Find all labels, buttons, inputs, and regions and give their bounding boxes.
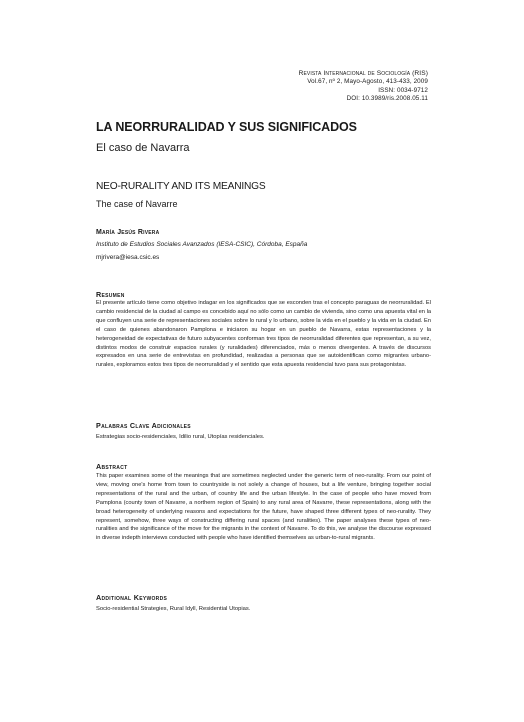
palabras-clave-text: Estrategias socio-residenciales, Idilio rural, Utopías residenciales. [96,434,265,440]
journal-volume: Vol.67, nº 2, Mayo-Agosto, 413-433, 2009 [307,78,428,86]
resumen-heading: Resumen [96,290,125,299]
abstract-text: This paper examines some of the meanings that are sometimes neglected under the generic term of neo-rurality. From our point of view, moving one's home from town to countryside is not solely a change of houses, but a life venture, bringing together social representations of the rural and the urban, of country life and the urban lifestyle. In the case of people who have moved from Pamplona (county town of Navarre, a northern region of Spain) to any rural area of Navarre, these representations, along with the broad heterogeneity of underlying reasons and expectations for the future, have shaped three different types of neo-rurality. They represent, somehow, three ways of constructing differing rural spaces (and ruralities). The paper analyses these types of neo-ruralities and the significance of the move for the migrants in the context of Navarre. To do this, we analyse the discourse expressed in diverse indepth interviews conducted with people who have identified themselves as urban-to-rural migrants. [96,473,431,542]
article-subtitle-en: The case of Navarre [96,199,178,209]
author-name: María Jesús Rivera [96,229,160,236]
journal-doi: DOI: 10.3989/ris.2008.05.11 [346,95,428,103]
article-subtitle-es: El caso de Navarra [96,142,190,154]
article-title-en: NEO-RURALITY AND ITS MEANINGS [96,181,266,192]
journal-header [128,70,428,104]
journal-name: Revista Internacional de Sociología (RIS) [298,70,428,77]
article-title-es: LA NEORRURALIDAD Y SUS SIGNIFICADOS [96,120,357,134]
author-email: mjrivera@iesa.csic.es [96,254,160,261]
abstract-heading: Abstract [96,462,128,471]
keywords-text: Socio-residential Strategies, Rural Idyll, Residential Utopias. [96,606,251,612]
palabras-clave-heading: Palabras Clave Adicionales [96,421,191,430]
keywords-heading: Additional Keywords [96,593,168,602]
journal-issn: ISSN: 0034-9712 [378,86,428,94]
resumen-text: El presente artículo tiene como objetivo indagar en los significados que se esconden tras el concepto paraguas de neorruralidad. El cambio residencial de la ciudad al campo es concebido aquí no sólo como un cambio de vivienda, sino como una apuesta vital en la que confluyen una serie de representaciones sociales sobre lo rural y lo urbano, sobre la vida en el pueblo y la vida en la ciudad. En el caso de quienes abandonaron Pamplona e iniciaron su hogar en un pueblo de Navarra, estas representaciones y la heterogeneidad de expectativas de futuro subyacentes conforman tres tipos de neorruralidad diferentes que representan, a su vez, distintos modos de construir espacios rurales (y ruralidades) diferenciados, más o menos divergentes. A través de discursos expresados en una serie de entrevistas en profundidad, realizadas a personas que se autoidentifican como migrantes urbano-rurales, exploramos estos tres tipos de neorruralidad y el sentido que esta apuesta residencial tuvo para sus protagonistas. [96,300,431,369]
author-affiliation: Instituto de Estudios Sociales Avanzados (IESA-CSIC), Córdoba, España [96,241,308,248]
